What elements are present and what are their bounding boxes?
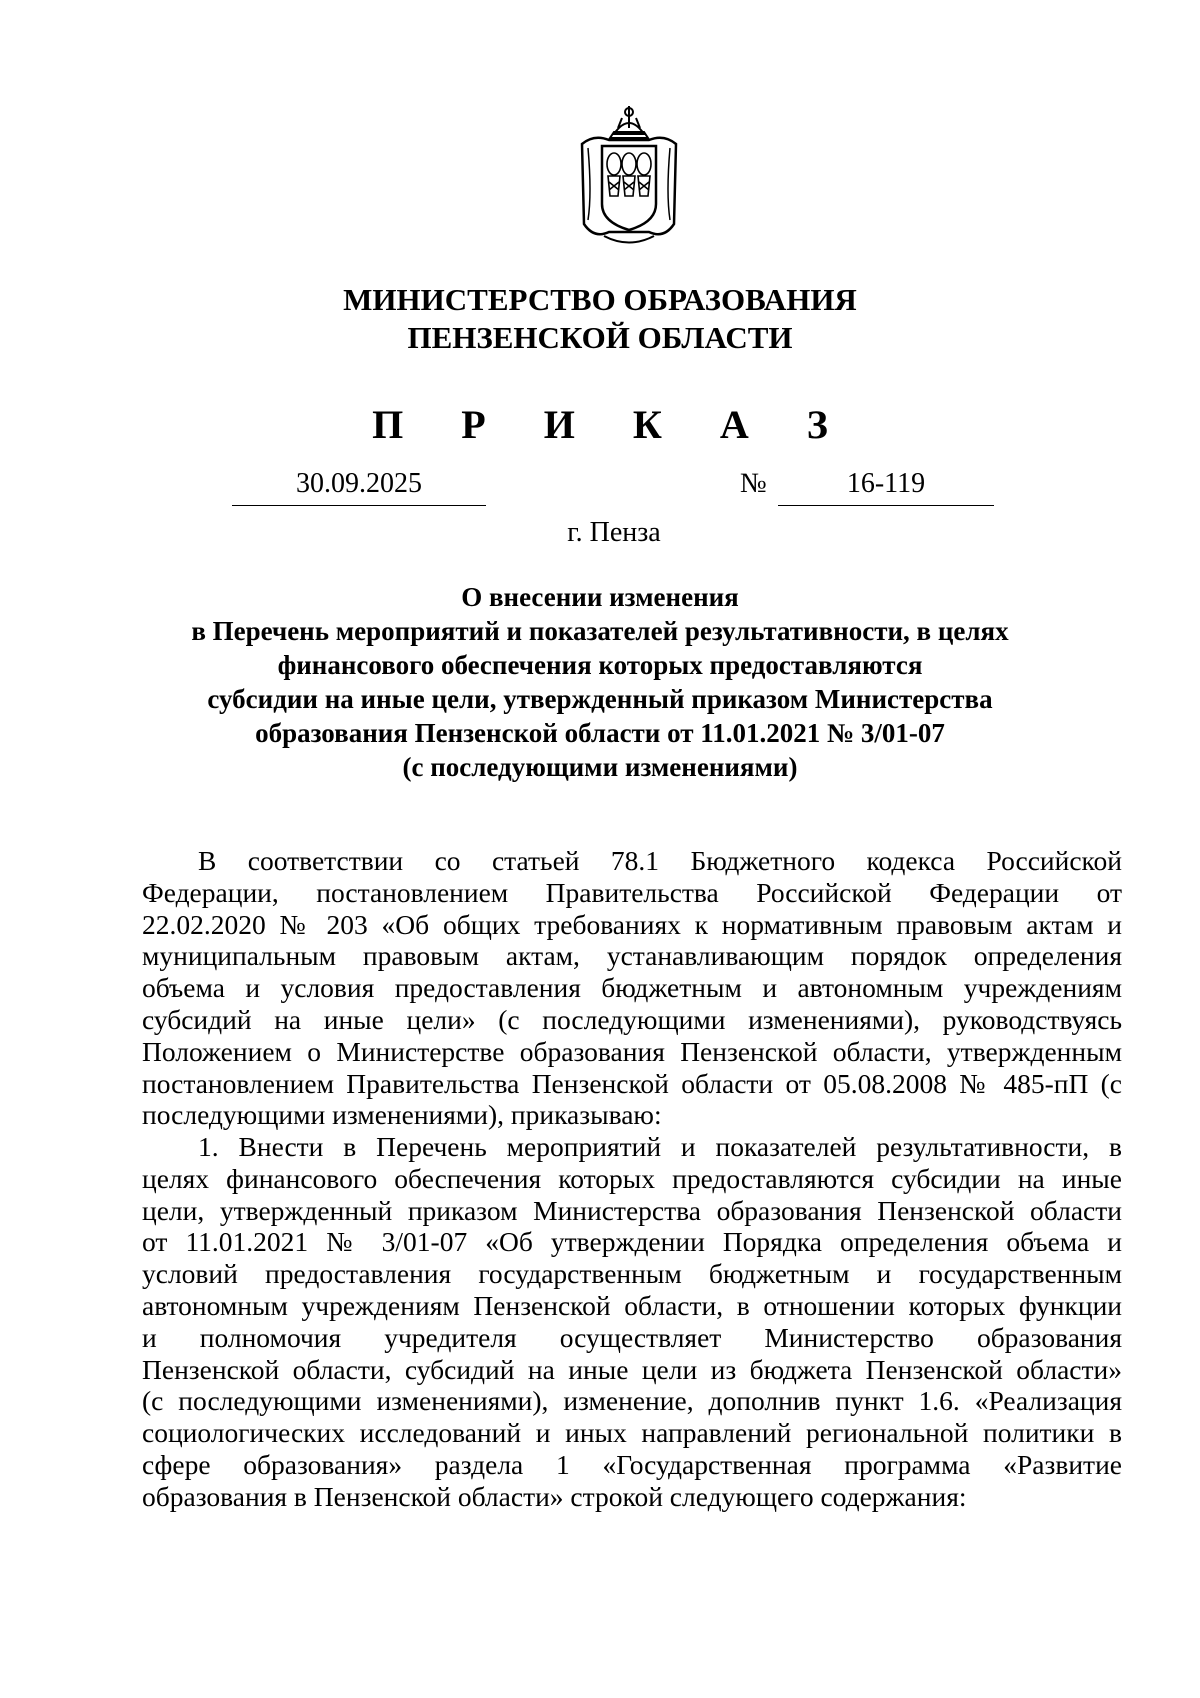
text-line: субсидий на иные цели» (с последующими изменениями), руководствуясь <box>142 1003 1122 1035</box>
title-line: (с последующими изменениями) <box>402 752 798 782</box>
text-line: 22.02.2020 № 203 «Об общих требованиях к нормативным правовым актам и <box>142 908 1122 940</box>
title-line: субсидии на иные цели, утвержденный приказом Министерства <box>207 684 993 714</box>
text-line: последующими изменениями), приказываю: <box>142 1099 662 1131</box>
title-line: образования Пензенской области от 11.01.2021 № 3/01-07 <box>255 718 945 748</box>
number-sign: № <box>740 468 767 499</box>
title-line: О внесении изменения <box>461 582 739 612</box>
text-line: целях финансового обеспечения которых предоставляются субсидии на иные <box>142 1162 1122 1194</box>
document-type-heading: П Р И К А З <box>372 402 852 447</box>
title-line: финансового обеспечения которых предоставляются <box>277 650 923 680</box>
ministry-name-line2: ПЕНЗЕНСКОЙ ОБЛАСТИ <box>407 320 793 355</box>
text-line: образования в Пензенской области» строкой следующего содержания: <box>142 1480 967 1512</box>
text-line: цели, утвержденный приказом Министерства образования Пензенской области <box>142 1194 1122 1226</box>
text-line: объема и условия предоставления бюджетным и автономным учреждениям <box>142 972 1122 1004</box>
text-line: (с последующими изменениями), изменение, дополнив пункт 1.6. «Реализация <box>142 1385 1122 1417</box>
text-line: постановлением Правительства Пензенской области от 05.08.2008 № 485-пП (с <box>142 1067 1122 1099</box>
title-line: в Перечень мероприятий и показателей результативности, в целях <box>191 616 1009 646</box>
body-paragraph-preamble <box>142 845 1122 1131</box>
text-line: 1. Внести в Перечень мероприятий и показателей результативности, в <box>198 1131 1122 1162</box>
text-line: В соответствии со статьей 78.1 Бюджетного кодекса Российской <box>198 845 1122 876</box>
text-line: муниципальным правовым актам, устанавливающим порядок определения <box>142 940 1122 972</box>
document-date: 30.09.2025 <box>232 465 486 506</box>
text-line: условий предоставления государственным бюджетным и государственным <box>142 1258 1122 1290</box>
city-name: г. Пенза <box>567 517 661 548</box>
text-line: Пензенской области, субсидий на иные цели из бюджета Пензенской области» <box>142 1353 1122 1385</box>
text-line: Положением о Министерстве образования Пензенской области, утвержденным <box>142 1035 1122 1067</box>
text-line: и полномочия учредителя осуществляет Министерство образования <box>142 1321 1122 1353</box>
document-number: 16-119 <box>778 465 994 506</box>
text-line: автономным учреждениям Пензенской области, в отношении которых функции <box>142 1289 1122 1321</box>
coat-of-arms-icon <box>574 104 684 254</box>
ministry-name-line1: МИНИСТЕРСТВО ОБРАЗОВАНИЯ <box>343 282 857 317</box>
body-paragraph-item-1 <box>142 1131 1122 1513</box>
text-line: социологических исследований и иных направлений региональной политики в <box>142 1417 1122 1449</box>
text-line: Федерации, постановлением Правительства Российской Федерации от <box>142 876 1122 908</box>
text-line: от 11.01.2021 № 3/01-07 «Об утверждении Порядка определения объема и <box>142 1226 1122 1258</box>
text-line: сфере образования» раздела 1 «Государственная программа «Развитие <box>142 1448 1122 1480</box>
